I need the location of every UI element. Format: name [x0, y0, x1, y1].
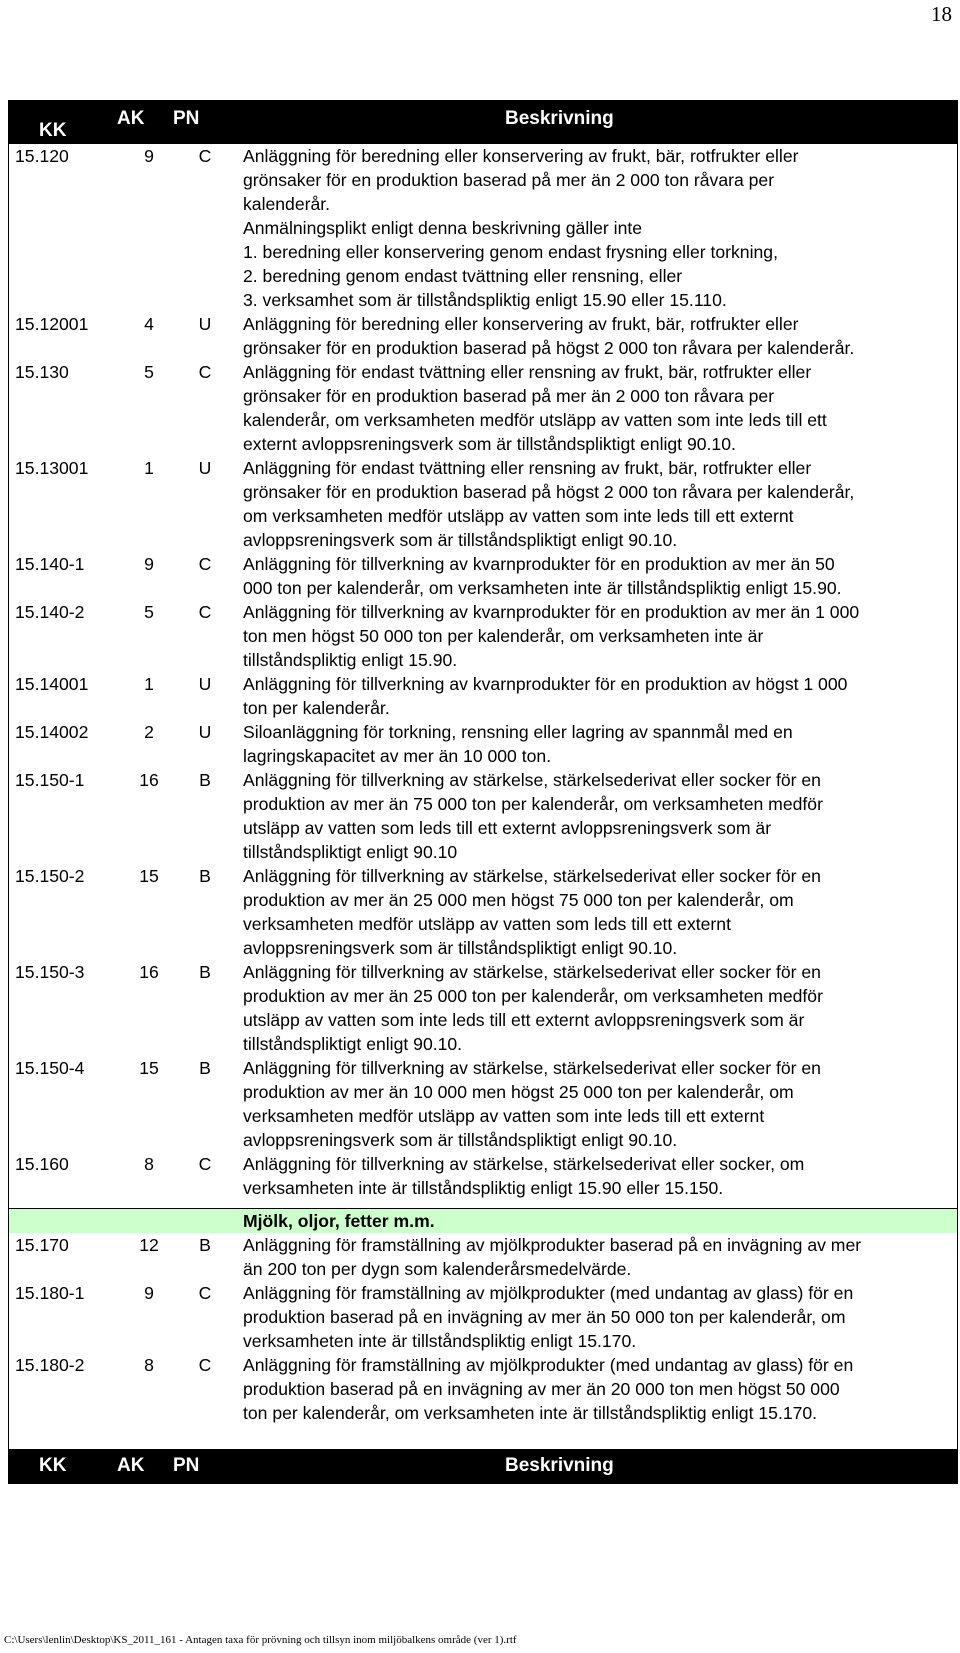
table-row [9, 552, 957, 600]
description-cell [241, 720, 947, 768]
footer-kk: KK [39, 1455, 67, 1476]
description-line: 3. verksamhet som är tillståndspliktig enligt 15.90 eller 15.110. [243, 290, 727, 310]
description-line: verksamheten inte är tillståndspliktig enligt 15.170. [243, 1331, 637, 1351]
ak-cell: 5 [144, 602, 154, 622]
description-line: Anläggning för tillverkning av stärkelse, stärkelsederivat eller socker, om [243, 1154, 805, 1174]
pn-cell: C [198, 602, 212, 622]
table-row [9, 1281, 957, 1353]
pn-cell: C [198, 362, 212, 382]
code-cell: 15.150-3 [15, 962, 85, 982]
header-pn: PN [173, 108, 200, 129]
description-line: ton men högst 50 000 ton per kalenderår, om verksamheten inte är [243, 626, 764, 646]
description-cell [241, 1152, 947, 1200]
description-line: kalenderår. [243, 194, 331, 214]
description-line: utsläpp av vatten som inte leds till ett externt avloppsreningsverk som är [243, 1010, 805, 1030]
description-line: 000 ton per kalenderår, om verksamheten inte är tillståndspliktig enligt 15.90. [243, 578, 842, 598]
description-line: verksamheten inte är tillståndspliktig enligt 15.90 eller 15.150. [243, 1178, 724, 1198]
description-line: 1. beredning eller konservering genom endast frysning eller torkning, [243, 242, 778, 262]
table-footer-header [9, 1449, 957, 1483]
footer-pn: PN [173, 1455, 200, 1476]
pn-cell: C [198, 1355, 212, 1375]
description-line: Anläggning för framställning av mjölkprodukter (med undantag av glass) för en [243, 1283, 854, 1303]
code-cell: 15.13001 [15, 458, 89, 478]
description-line: avloppsreningsverk som är tillståndspliktigt enligt 90.10. [243, 530, 678, 550]
code-cell: 15.150-1 [15, 770, 85, 790]
code-cell: 15.120 [15, 146, 69, 166]
ak-cell: 2 [144, 722, 154, 742]
code-cell: 15.170 [15, 1235, 69, 1255]
section-title: Mjölk, oljor, fetter m.m. [243, 1211, 435, 1231]
footer-ak: AK [117, 1455, 145, 1476]
code-cell: 15.14002 [15, 722, 89, 742]
ak-cell: 15 [139, 1058, 159, 1078]
description-line: Anläggning för tillverkning av stärkelse, stärkelsederivat eller socker för en [243, 962, 821, 982]
description-line: lagringskapacitet av mer än 10 000 ton. [243, 746, 552, 766]
table-row [9, 456, 957, 552]
description-cell [241, 600, 947, 672]
description-cell [241, 360, 947, 456]
description-line: Siloanläggning för torkning, rensning eller lagring av spannmål med en [243, 722, 793, 742]
table-row [9, 144, 957, 312]
description-line: verksamheten medför utsläpp av vatten som leds till ett externt [243, 914, 731, 934]
table-body-2 [9, 1233, 957, 1425]
description-cell [241, 864, 947, 960]
code-cell: 15.140-2 [15, 602, 85, 622]
description-line: Anläggning för tillverkning av stärkelse, stärkelsederivat eller socker för en [243, 1058, 821, 1078]
description-line: om verksamheten medför utsläpp av vatten som inte leds till ett externt [243, 506, 794, 526]
description-line: externt avloppsreningsverk som är tillståndspliktigt enligt 90.10. [243, 434, 736, 454]
description-line: Anläggning för endast tvättning eller rensning av frukt, bär, rotfrukter eller [243, 458, 812, 478]
description-cell [241, 312, 947, 360]
description-line: Anläggning för framställning av mjölkprodukter (med undantag av glass) för en [243, 1355, 854, 1375]
pn-cell: C [198, 554, 212, 574]
footer-beskrivning: Beskrivning [505, 1455, 614, 1476]
description-line: Anläggning för tillverkning av stärkelse, stärkelsederivat eller socker för en [243, 770, 821, 790]
description-line: grönsaker för en produktion baserad på mer än 2 000 ton råvara per [243, 170, 775, 190]
description-line: tillståndspliktigt enligt 90.10 [243, 842, 458, 862]
ak-cell: 9 [144, 1283, 154, 1303]
code-cell: 15.150-2 [15, 866, 85, 886]
description-cell [241, 144, 947, 312]
description-cell [241, 1281, 947, 1353]
classification-table [8, 100, 958, 1484]
description-line: Anläggning för beredning eller konservering av frukt, bär, rotfrukter eller [243, 314, 799, 334]
table-row [9, 1056, 957, 1152]
description-line: Anläggning för tillverkning av kvarnprodukter för en produktion av mer än 1 000 [243, 602, 860, 622]
description-cell [241, 960, 947, 1056]
description-line: 2. beredning genom endast tvättning eller rensning, eller [243, 266, 683, 286]
table-row [9, 1353, 957, 1425]
header-beskrivning: Beskrivning [505, 108, 614, 129]
ak-cell: 5 [144, 362, 154, 382]
table-row [9, 864, 957, 960]
description-line: avloppsreningsverk som är tillståndspliktigt enligt 90.10. [243, 1130, 678, 1150]
ak-cell: 1 [144, 674, 154, 694]
code-cell: 15.12001 [15, 314, 89, 334]
description-cell [241, 768, 947, 864]
description-line: kalenderår, om verksamheten medför utsläpp av vatten som inte leds till ett [243, 410, 827, 430]
ak-cell: 8 [144, 1355, 154, 1375]
pn-cell: C [198, 1283, 212, 1303]
description-cell [241, 1233, 947, 1281]
description-line: produktion baserad på en invägning av mer än 20 000 ton men högst 50 000 [243, 1379, 840, 1399]
description-cell [241, 672, 947, 720]
description-line: Anläggning för endast tvättning eller rensning av frukt, bär, rotfrukter eller [243, 362, 812, 382]
code-cell: 15.160 [15, 1154, 69, 1174]
description-line: produktion av mer än 75 000 ton per kalenderår, om verksamheten medför [243, 794, 823, 814]
ak-cell: 16 [139, 962, 159, 982]
ak-cell: 9 [144, 146, 154, 166]
table-body [9, 144, 957, 1200]
description-line: Anläggning för tillverkning av kvarnprodukter för en produktion av högst 1 000 [243, 674, 848, 694]
pn-cell: C [198, 1154, 212, 1174]
description-line: verksamheten medför utsläpp av vatten som inte leds till ett externt [243, 1106, 765, 1126]
section-row [9, 1208, 957, 1233]
ak-cell: 8 [144, 1154, 154, 1174]
description-line: grönsaker för en produktion baserad på högst 2 000 ton råvara per kalenderår, [243, 482, 855, 502]
ak-cell: 9 [144, 554, 154, 574]
table-row [9, 312, 957, 360]
description-line: än 200 ton per dygn som kalenderårsmedelvärde. [243, 1259, 632, 1279]
code-cell: 15.14001 [15, 674, 89, 694]
pn-cell: C [198, 146, 212, 166]
table-header [9, 100, 957, 144]
table-row [9, 360, 957, 456]
description-cell [241, 1353, 947, 1425]
pn-cell: B [199, 866, 211, 886]
code-cell: 15.130 [15, 362, 69, 382]
pn-cell: B [199, 770, 211, 790]
pn-cell: U [198, 722, 212, 742]
ak-cell: 12 [139, 1235, 159, 1255]
description-line: ton per kalenderår, om verksamheten inte är tillståndspliktig enligt 15.170. [243, 1403, 818, 1423]
code-cell: 15.140-1 [15, 554, 85, 574]
description-cell [241, 1056, 947, 1152]
page-number: 18 [931, 2, 952, 26]
description-line: tillståndspliktigt enligt 90.10. [243, 1034, 463, 1054]
description-line: utsläpp av vatten som leds till ett externt avloppsreningsverk som är [243, 818, 772, 838]
table-row [9, 672, 957, 720]
description-line: ton per kalenderår. [243, 698, 390, 718]
pn-cell: U [198, 674, 212, 694]
file-path: C:\Users\lenlin\Desktop\KS_2011_161 - Antagen taxa för prövning och tillsyn inom miljöbalkens område (ver 1).rtf [4, 1634, 517, 1646]
ak-cell: 4 [144, 314, 154, 334]
table-row [9, 1152, 957, 1200]
description-line: Anläggning för tillverkning av stärkelse, stärkelsederivat eller socker för en [243, 866, 821, 886]
ak-cell: 1 [144, 458, 154, 478]
description-line: avloppsreningsverk som är tillståndspliktigt enligt 90.10. [243, 938, 678, 958]
table-row [9, 600, 957, 672]
description-line: Anläggning för framställning av mjölkprodukter baserad på en invägning av mer [243, 1235, 862, 1255]
ak-cell: 16 [139, 770, 159, 790]
description-line: grönsaker för en produktion baserad på högst 2 000 ton råvara per kalenderår. [243, 338, 855, 358]
header-ak: AK [117, 108, 145, 129]
pn-cell: B [199, 1058, 211, 1078]
table-row [9, 1233, 957, 1281]
description-cell [241, 456, 947, 552]
description-cell [241, 552, 947, 600]
description-line: produktion baserad på en invägning av mer än 50 000 ton per kalenderår, om [243, 1307, 846, 1327]
header-kk: KK [39, 120, 67, 141]
pn-cell: U [198, 314, 212, 334]
code-cell: 15.150-4 [15, 1058, 85, 1078]
pn-cell: U [198, 458, 212, 478]
table-row [9, 960, 957, 1056]
table-row [9, 768, 957, 864]
description-line: tillståndspliktig enligt 15.90. [243, 650, 458, 670]
description-line: Anläggning för tillverkning av kvarnprodukter för en produktion av mer än 50 [243, 554, 835, 574]
pn-cell: B [199, 1235, 211, 1255]
description-line: produktion av mer än 25 000 men högst 75 000 ton per kalenderår, om [243, 890, 794, 910]
description-line: produktion av mer än 25 000 ton per kalenderår, om verksamheten medför [243, 986, 823, 1006]
description-line: Anmälningsplikt enligt denna beskrivning gäller inte [243, 218, 643, 238]
code-cell: 15.180-1 [15, 1283, 85, 1303]
ak-cell: 15 [139, 866, 159, 886]
code-cell: 15.180-2 [15, 1355, 85, 1375]
description-line: Anläggning för beredning eller konservering av frukt, bär, rotfrukter eller [243, 146, 799, 166]
table-row [9, 720, 957, 768]
description-line: produktion av mer än 10 000 men högst 25 000 ton per kalenderår, om [243, 1082, 794, 1102]
description-line: grönsaker för en produktion baserad på mer än 2 000 ton råvara per [243, 386, 775, 406]
pn-cell: B [199, 962, 211, 982]
